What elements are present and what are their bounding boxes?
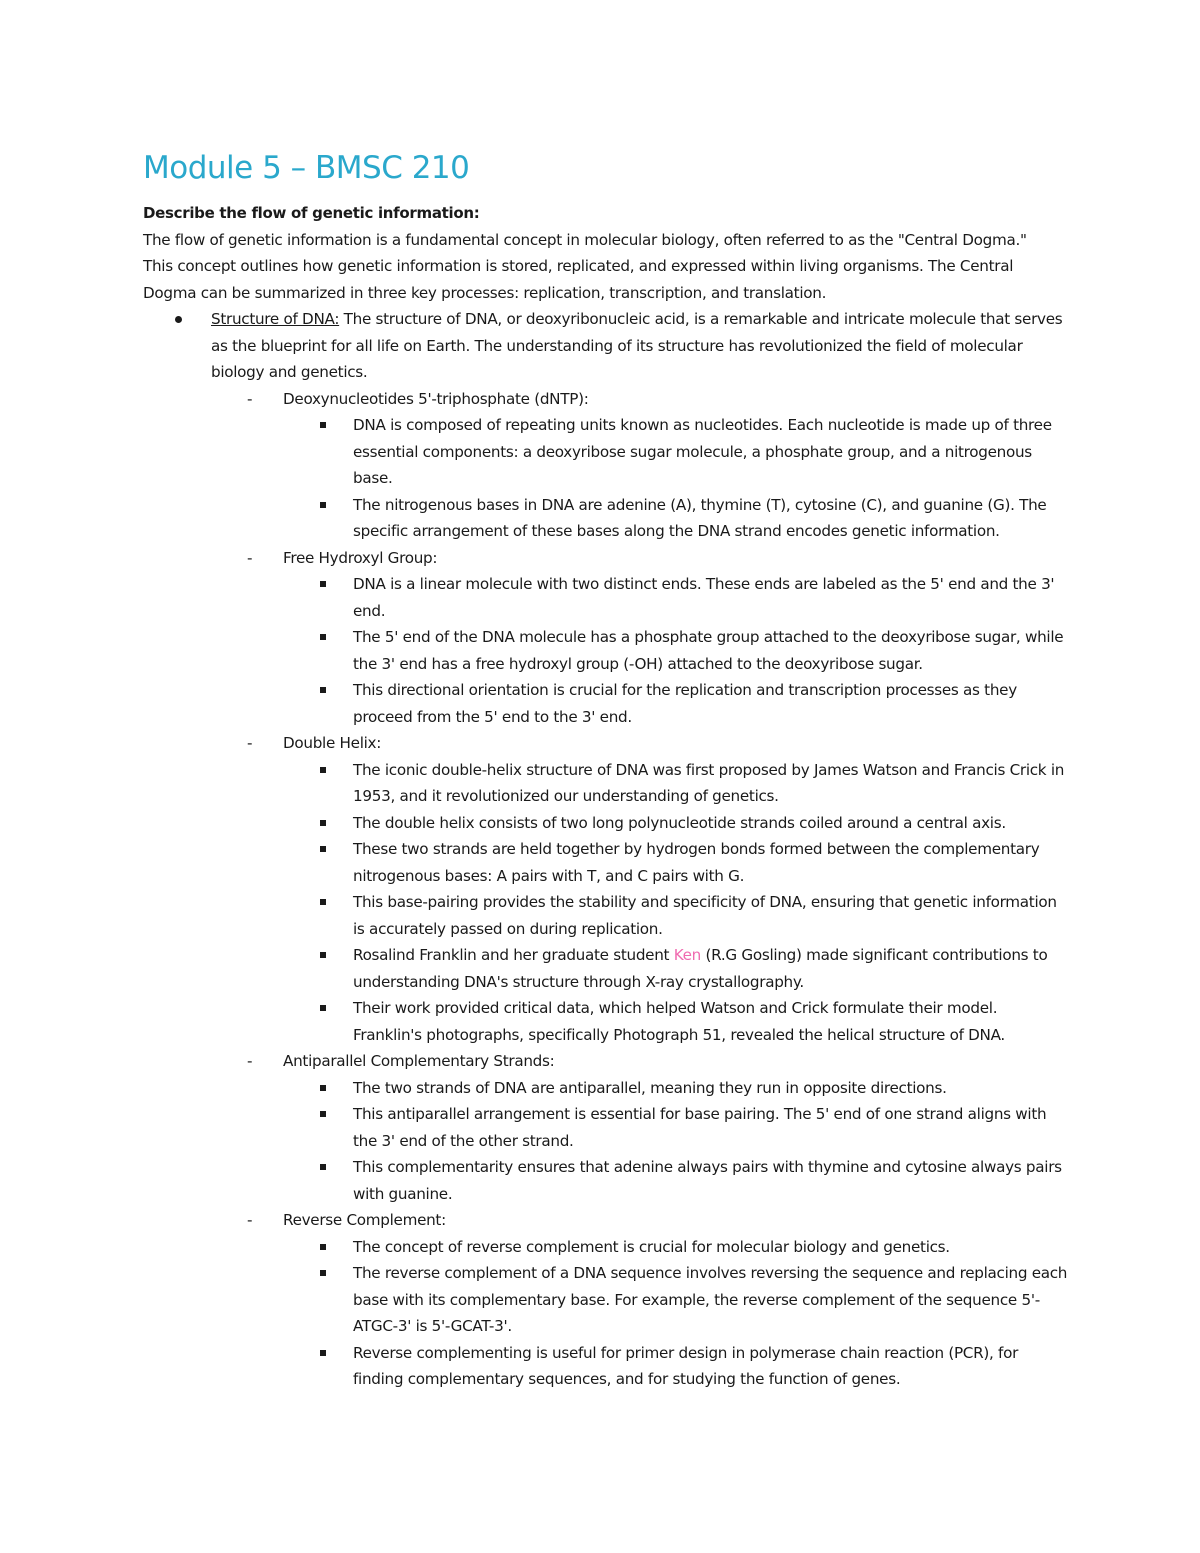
- subsection-label: Reverse Complement:: [283, 1211, 446, 1229]
- list-item: [143, 810, 1070, 837]
- list-item-text: These two strands are held together by hydrogen bonds formed between the complementary nitrogenous bases: A pairs with T, and C pairs with G.: [353, 840, 1040, 885]
- list-item-text: This antiparallel arrangement is essential for base pairing. The 5' end of one strand aligns with the 3' end of the other strand.: [353, 1105, 1047, 1150]
- list-item-text: DNA is a linear molecule with two distinct ends. These ends are labeled as the 5' end and the 3' end.: [353, 575, 1055, 620]
- subsection-label: Free Hydroxyl Group:: [283, 548, 438, 567]
- subsection-heading-reverse-complement: [143, 1207, 1070, 1234]
- bullet-dot-icon: [175, 316, 182, 323]
- square-bullet-icon: [320, 899, 326, 905]
- dash-marker: -: [247, 734, 253, 752]
- subsection-heading-dntp: [143, 386, 1070, 413]
- list-item-text: The nitrogenous bases in DNA are adenine (A), thymine (T), cytosine (C), and guanine (G). The specific arrangement of these bases along the DNA strand encodes genetic information.: [353, 495, 1047, 540]
- list-item: [143, 889, 1070, 942]
- list-item: [143, 1101, 1070, 1154]
- structure-bullet: [143, 306, 1070, 386]
- dash-marker: -: [247, 1211, 253, 1229]
- dash-marker: -: [247, 548, 253, 567]
- list-item-text: The reverse complement of a DNA sequence involves reversing the sequence and replacing each base with its complementary base. For example, the reverse complement of the sequence 5'-ATGC-3' is 5'-GCAT-3'.: [353, 1264, 1068, 1335]
- intro-paragraph: The flow of genetic information is a fundamental concept in molecular biology, often referred to as the "Central Dogma." This concept outlines how genetic information is stored, replicated, and expressed within living organisms. The Central Dogma can be summarized in three key processes: replication, transcription, and translation.: [143, 230, 1027, 302]
- list-item: [143, 942, 1070, 995]
- list-item-text: This base-pairing provides the stability and specificity of DNA, ensuring that genetic information is accurately passed on during replication.: [353, 893, 1057, 938]
- square-bullet-icon: [320, 634, 326, 640]
- subsection-label: Deoxynucleotides 5'-triphosphate (dNTP):: [283, 389, 589, 408]
- square-bullet-icon: [320, 820, 326, 826]
- structure-label: Structure of DNA:: [211, 310, 340, 328]
- list-item-text: This directional orientation is crucial for the replication and transcription processes as they proceed from the 5' end to the 3' end.: [353, 681, 1017, 726]
- list-item: [143, 995, 1070, 1048]
- list-item-text: The two strands of DNA are antiparallel, meaning they run in opposite directions.: [353, 1078, 947, 1097]
- list-item-text: The iconic double-helix structure of DNA was first proposed by James Watson and Francis Crick in 1953, and it revolutionized our understanding of genetics.: [353, 760, 1065, 805]
- square-bullet-icon: [320, 1164, 326, 1170]
- list-item: [143, 1154, 1070, 1207]
- list-item: [143, 757, 1070, 810]
- square-bullet-icon: [320, 952, 326, 958]
- list-item: [143, 412, 1070, 492]
- dash-marker: -: [247, 389, 253, 408]
- square-bullet-icon: [320, 767, 326, 773]
- list-item-text: The 5' end of the DNA molecule has a phosphate group attached to the deoxyribose sugar, while the 3' end has a free hydroxyl group (-OH) attached to the deoxyribose sugar.: [353, 628, 1064, 673]
- structure-text: The structure of DNA, or deoxyribonucleic acid, is a remarkable and intricate molecule that serves as the blueprint for all life on Earth. The understanding of its structure has revolutionized the field of molecular biology and genetics.: [211, 310, 1063, 381]
- subsection-heading-antiparallel: [143, 1048, 1070, 1075]
- subsection-heading-double-helix: [143, 730, 1070, 757]
- list-item: [143, 677, 1070, 730]
- list-item: [143, 1340, 1070, 1393]
- square-bullet-icon: [320, 1270, 326, 1276]
- subsection-label: Antiparallel Complementary Strands:: [283, 1052, 555, 1070]
- list-item-text: Reverse complementing is useful for primer design in polymerase chain reaction (PCR), for finding complementary sequences, and for studying the function of genes.: [353, 1343, 1019, 1388]
- list-item: [143, 1075, 1070, 1102]
- square-bullet-icon: [320, 1111, 326, 1117]
- highlighted-name: Ken: [673, 946, 702, 964]
- subsection-heading-hydroxyl: [143, 545, 1070, 572]
- list-item-text: (R.G Gosling) made significant contributions to understanding DNA's structure through X-ray crystallography.: [353, 946, 1048, 991]
- list-item-text: DNA is composed of repeating units known as nucleotides. Each nucleotide is made up of three essential components: a deoxyribose sugar molecule, a phosphate group, and a nitrogenous base.: [353, 416, 1052, 487]
- square-bullet-icon: [320, 502, 326, 508]
- subsection-label: Double Helix:: [283, 734, 382, 752]
- square-bullet-icon: [320, 422, 326, 428]
- list-item-text: The concept of reverse complement is crucial for molecular biology and genetics.: [353, 1237, 950, 1256]
- list-item-text: The double helix consists of two long polynucleotide strands coiled around a central axis.: [353, 813, 1006, 832]
- square-bullet-icon: [320, 687, 326, 693]
- square-bullet-icon: [320, 1085, 326, 1091]
- list-item-text: Rosalind Franklin and her graduate student: [353, 946, 674, 964]
- list-item: [143, 492, 1070, 545]
- square-bullet-icon: [320, 1244, 326, 1250]
- list-item: [143, 836, 1070, 889]
- dash-marker: -: [247, 1052, 253, 1070]
- list-item: [143, 1260, 1070, 1340]
- square-bullet-icon: [320, 1350, 326, 1356]
- list-item: [143, 1234, 1070, 1261]
- list-item: [143, 624, 1070, 677]
- section-heading: Describe the flow of genetic information:: [143, 204, 480, 222]
- square-bullet-icon: [320, 846, 326, 852]
- list-item: [143, 571, 1070, 624]
- list-item-text: Their work provided critical data, which helped Watson and Crick formulate their model. Franklin's photographs, specifically Photograph 51, revealed the helical structure of DNA.: [353, 999, 1005, 1044]
- list-item-text: This complementarity ensures that adenine always pairs with thymine and cytosine always pairs with guanine.: [353, 1158, 1062, 1203]
- page-title: Module 5 – BMSC 210: [143, 150, 470, 186]
- square-bullet-icon: [320, 581, 326, 587]
- square-bullet-icon: [320, 1005, 326, 1011]
